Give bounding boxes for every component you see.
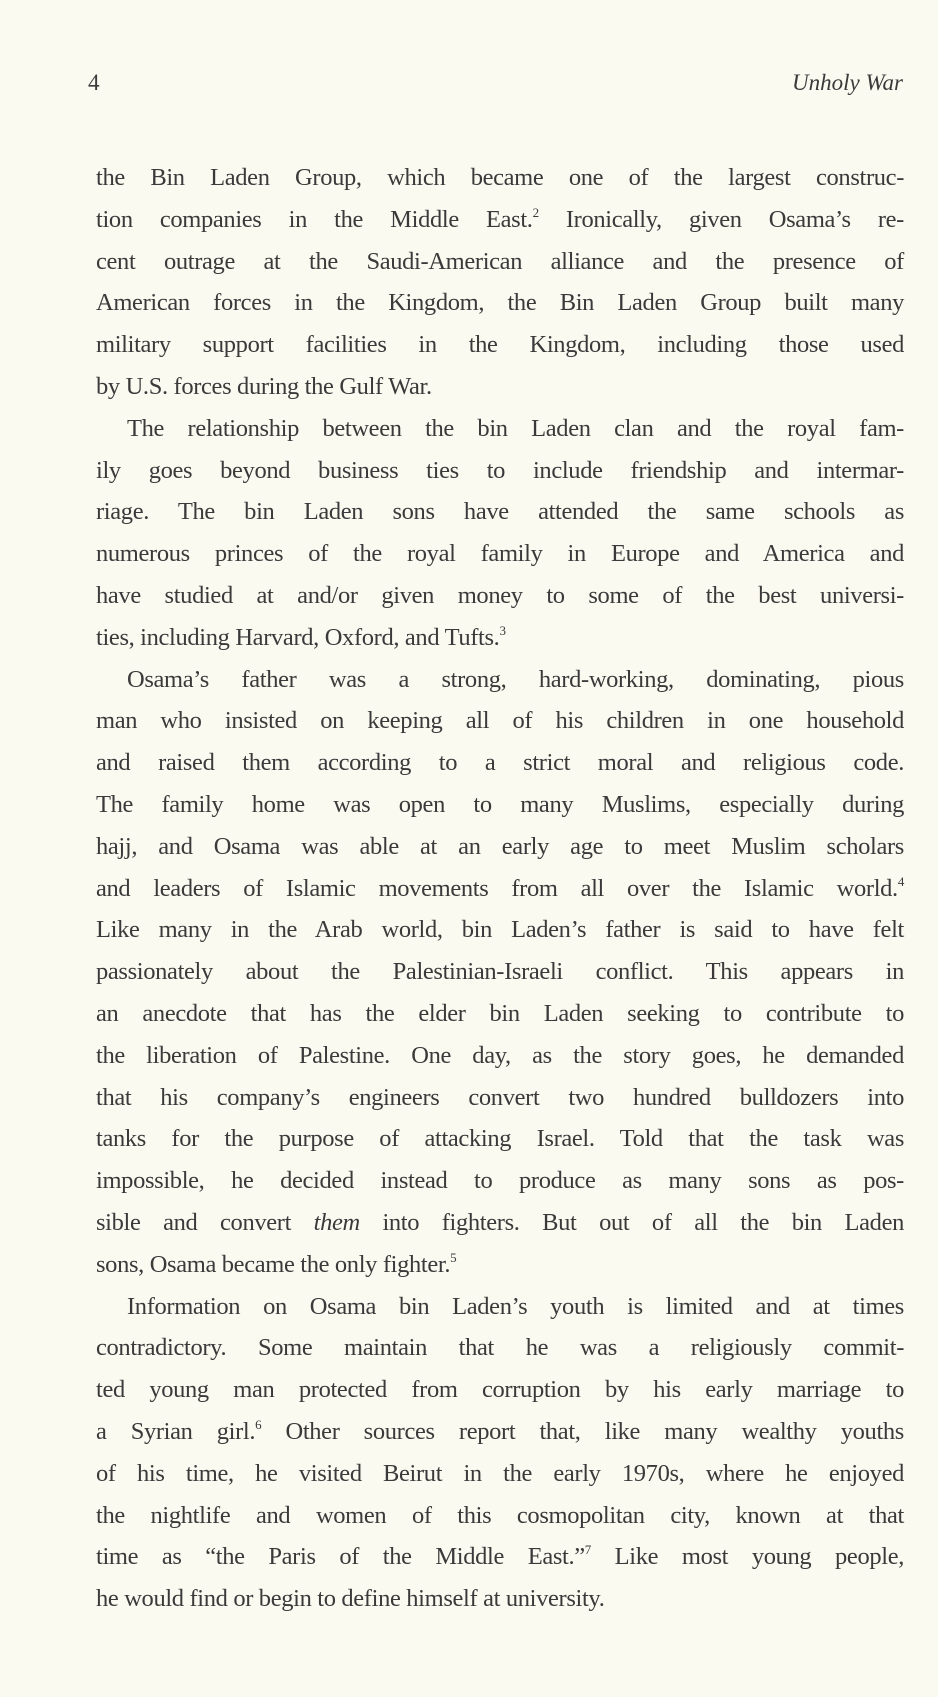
text-line: impossible, he decided instead to produce as many sons as pos- (96, 1167, 904, 1195)
text-line: a Syrian girl.$^6$ Other sources report that, like many wealthy youths (96, 1416, 904, 1445)
footnote-marker: 2 (532, 204, 539, 220)
text-line: cent outrage at the Saudi-American alliance and the presence of (96, 247, 904, 275)
text-line: and raised them according to a strict moral and religious code. (96, 749, 904, 777)
text-line: sons, Osama became the only fighter.$^5$ (96, 1249, 457, 1278)
footnote-marker: 3 (499, 622, 506, 638)
footnote-marker: 5 (450, 1249, 457, 1265)
text-line: sible and convert them into fighters. But out of all the bin Laden (96, 1208, 905, 1236)
text-line: hajj, and Osama was able at an early age to meet Muslim scholars (96, 832, 904, 860)
paragraph (96, 659, 904, 1286)
text-line: The relationship between the bin Laden clan and the royal fam- (127, 414, 904, 442)
running-head (88, 66, 903, 100)
text-line: Osama’s father was a strong, hard-working, dominating, pious (127, 665, 904, 693)
text-line: man who insisted on keeping all of his children in one household (96, 707, 904, 735)
book-title: Unholy War (792, 70, 903, 95)
footnote-marker: 6 (255, 1416, 262, 1432)
body-text (96, 157, 904, 1620)
text-line: military support facilities in the Kingdom, including those used (96, 331, 904, 359)
text-line: ted young man protected from corruption by his early marriage to (96, 1376, 904, 1404)
text-line: by U.S. forces during the Gulf War. (96, 372, 432, 400)
text-line: of his time, he visited Beirut in the early 1970s, where he enjoyed (96, 1459, 904, 1487)
text-line: Like many in the Arab world, bin Laden’s father is said to have felt (96, 916, 904, 944)
text-line: The family home was open to many Muslims, especially during (96, 790, 904, 818)
text-line: American forces in the Kingdom, the Bin Laden Group built many (96, 289, 904, 317)
text-line: tanks for the purpose of attacking Israel. Told that the task was (96, 1125, 904, 1153)
text-line: contradictory. Some maintain that he was a religiously commit- (96, 1334, 904, 1362)
text-line: ties, including Harvard, Oxford, and Tufts.$^3$ (96, 622, 506, 651)
text-line: have studied at and/or given money to some of the best universi- (96, 581, 904, 609)
text-line: riage. The bin Laden sons have attended the same schools as (96, 498, 904, 526)
text-line: an anecdote that has the elder bin Laden seeking to contribute to (96, 999, 904, 1027)
text-line: passionately about the Palestinian-Israeli conflict. This appears in (96, 958, 904, 986)
paragraph (96, 408, 904, 659)
text-line: numerous princes of the royal family in Europe and America and (96, 540, 904, 568)
paragraph (96, 157, 904, 408)
footnote-marker: 7 (584, 1542, 591, 1558)
text-line: the liberation of Palestine. One day, as the story goes, he demanded (96, 1041, 904, 1069)
text-line: ily goes beyond business ties to include friendship and intermar- (96, 456, 904, 484)
text-line: time as “the Paris of the Middle East.”$^7$ Like most young people, (96, 1542, 905, 1571)
text-line: the Bin Laden Group, which became one of the largest construc- (96, 164, 904, 191)
footnote-marker: 4 (897, 873, 904, 889)
text-line: he would find or begin to define himself at university. (96, 1585, 605, 1613)
text-line: and leaders of Islamic movements from all over the Islamic world.$^4$ (96, 873, 904, 902)
page-number: 4 (88, 70, 100, 95)
paragraph (96, 1286, 904, 1620)
emphasis: them (313, 1208, 360, 1236)
text-line: tion companies in the Middle East.$^2$ Ironically, given Osama’s re- (96, 204, 904, 233)
text-line: the nightlife and women of this cosmopolitan city, known at that (96, 1501, 904, 1529)
text-line: Information on Osama bin Laden’s youth is limited and at times (127, 1292, 904, 1320)
text-line: that his company’s engineers convert two hundred bulldozers into (96, 1083, 904, 1111)
